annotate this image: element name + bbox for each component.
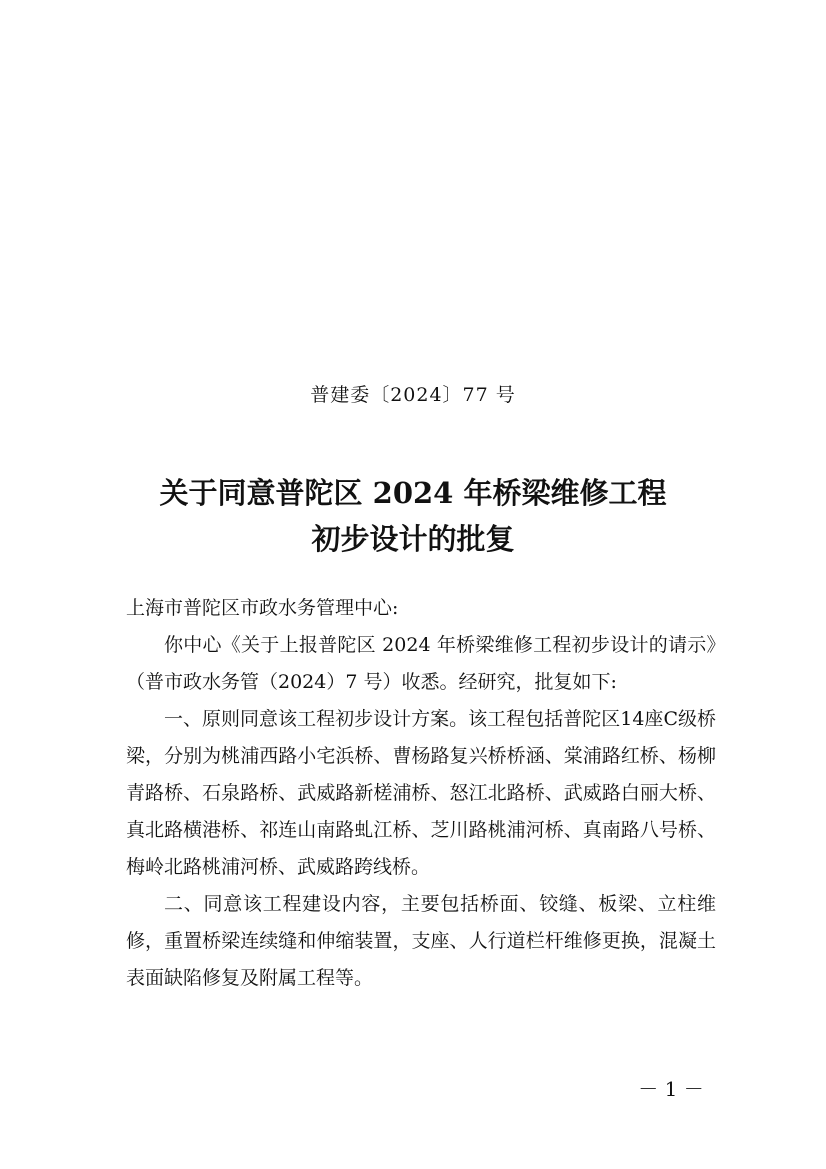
document-number: 普建委〔2024〕77 号 [310, 384, 516, 406]
document-body [126, 590, 716, 997]
page-number: － 1 － [638, 1077, 704, 1101]
paragraph-item-2: 二、同意该工程建设内容，主要包括桥面、铰缝、板梁、立柱维修，重置桥梁连续缝和伸缩装置，支座、人行道栏杆维修更换，混凝土表面缺陷修复及附属工程等。 [126, 893, 716, 989]
paragraph-intro: 你中心《关于上报普陀区 2024 年桥梁维修工程初步设计的请示》（普市政水务管（2024）7 号）收悉。经研究，批复如下: [126, 634, 716, 693]
title-line-1: 关于同意普陀区 2024 年桥梁维修工程 [159, 476, 667, 510]
paragraph-item-1: 一、原则同意该工程初步设计方案。该工程包括普陀区14座C级桥梁，分别为桃浦西路小宅浜桥、曹杨路复兴桥桥涵、棠浦路红桥、杨柳青路桥、石泉路桥、武威路新槎浦桥、怒江北路桥、武威路白丽大桥、真北路横港桥、祁连山南路虬江桥、芝川路桃浦河桥、真南路八号桥、梅岭北路桃浦河桥、武威路跨线桥。 [126, 708, 716, 878]
document-title [0, 470, 826, 562]
recipient-line: 上海市普陀区市政水务管理中心: [126, 597, 399, 619]
title-line-2: 初步设计的批复 [311, 522, 515, 556]
